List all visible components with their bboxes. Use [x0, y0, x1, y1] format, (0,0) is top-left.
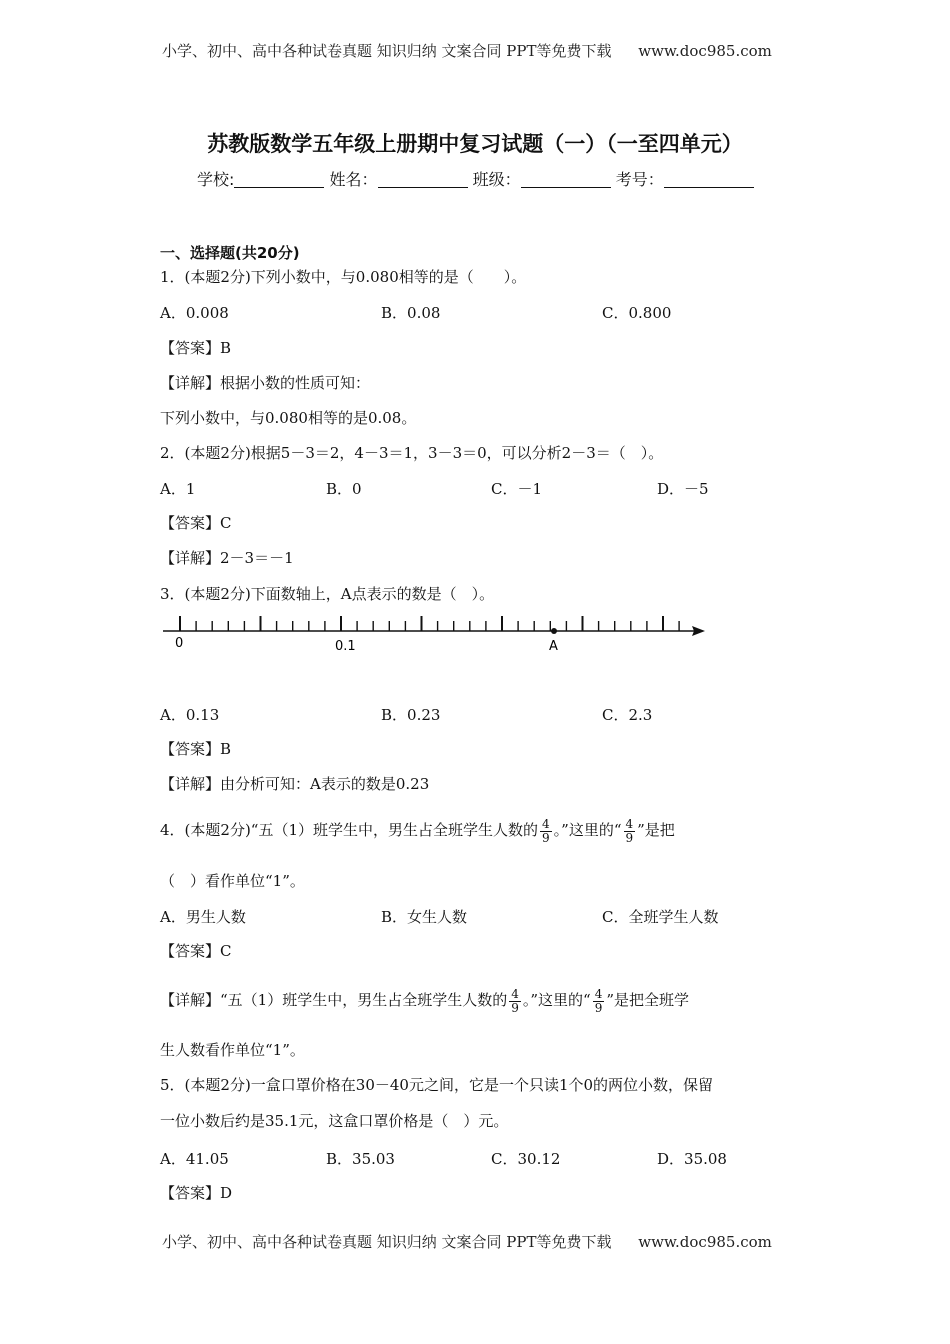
q2-option-b: B．0 [326, 480, 362, 498]
footer-text: 小学、初中、高中各种试卷真题 知识归纳 文案合同 PPT等免费下载 [162, 1233, 612, 1251]
axis-label-0: 0 [175, 636, 184, 651]
info-number-blank[interactable] [664, 173, 754, 188]
info-school-blank[interactable] [234, 173, 324, 188]
q1-detail: 【详解】根据小数的性质可知： [160, 374, 371, 392]
header-text: 小学、初中、高中各种试卷真题 知识归纳 文案合同 PPT等免费下载 [162, 42, 612, 60]
page-header [162, 40, 772, 61]
q4-stem [160, 810, 675, 850]
q4-stem-part2: 。”这里的“ [553, 821, 622, 839]
q2-detail: 【详解】2－3＝－1 [160, 549, 294, 567]
axis-label-a: A [549, 639, 558, 654]
q3-option-b: B．0.23 [381, 706, 441, 724]
exam-title: 苏教版数学五年级上册期中复习试题（一）（一至四单元） [207, 132, 743, 156]
q5-stem-line2: 一位小数后约是35.1元，这盒口罩价格是（ ）元。 [160, 1112, 509, 1130]
footer-url[interactable]: www.doc985.com [638, 1233, 772, 1251]
point-a-dot [551, 628, 557, 634]
q1-answer: 【答案】B [160, 339, 232, 357]
info-class-blank[interactable] [521, 173, 611, 188]
q5-option-a: A．41.05 [160, 1150, 229, 1168]
info-school-label: 学校: [197, 170, 235, 189]
q5-stem: 5．(本题2分)一盒口罩价格在30－40元之间，它是一个只读1个0的两位小数，保留 [160, 1076, 714, 1094]
q5-option-c: C．30.12 [491, 1150, 561, 1168]
q4-fraction [540, 818, 552, 845]
axis-label-0-1: 0.1 [335, 639, 356, 654]
q5-answer: 【答案】D [160, 1184, 233, 1202]
q2-option-c: C．－1 [491, 480, 543, 498]
q2-stem: 2．(本题2分)根据5－3＝2，4－3＝1，3－3＝0，可以分析2－3＝（ ）。 [160, 444, 664, 462]
q4-detail-line2: 生人数看作单位“1”。 [160, 1041, 305, 1059]
q1-option-c: C．0.800 [602, 304, 672, 322]
q4-option-b: B．女生人数 [381, 908, 468, 926]
q1-option-a: A．0.008 [160, 304, 229, 322]
q4-detail-part1: 【详解】“五（1）班学生中，男生占全班学生人数的 [160, 991, 508, 1009]
q5-option-d: D．35.08 [657, 1150, 727, 1168]
q4-detail-fraction-2 [593, 988, 605, 1015]
q4-fraction-2-denominator: 9 [625, 830, 634, 845]
q2-answer: 【答案】C [160, 514, 232, 532]
number-line-ticks [180, 616, 679, 631]
q1-detail-line2: 下列小数中，与0.080相等的是0.08。 [160, 409, 417, 427]
q4-detail-fraction [509, 988, 521, 1015]
q3-option-c: C．2.3 [602, 706, 653, 724]
q4-answer: 【答案】C [160, 942, 232, 960]
q4-detail-fraction-2-numerator: 4 [594, 986, 603, 1001]
q4-detail-fraction-numerator: 4 [511, 986, 519, 1001]
q4-fraction-denominator: 9 [542, 830, 550, 845]
q4-detail-part3: ”是把全班学 [606, 991, 690, 1009]
info-number-label: 考号： [615, 170, 664, 189]
q4-fraction-2 [624, 818, 636, 845]
q4-stem-line2: （ ）看作单位“1”。 [160, 872, 305, 890]
q4-detail [160, 980, 689, 1020]
section-title: 一、选择题(共20分) [160, 244, 300, 262]
info-class-label: 班级： [472, 170, 521, 189]
header-url[interactable]: www.doc985.com [638, 42, 772, 60]
page-footer [162, 1231, 772, 1252]
q4-detail-fraction-2-denominator: 9 [594, 1000, 603, 1015]
q4-option-c: C．全班学生人数 [602, 908, 719, 926]
q5-option-b: B．35.03 [326, 1150, 395, 1168]
q1-option-b: B．0.08 [381, 304, 441, 322]
q1-stem: 1．(本题2分)下列小数中，与0.080相等的是（ ）。 [160, 268, 527, 286]
q3-detail: 【详解】由分析可知：A表示的数是0.23 [160, 775, 430, 793]
number-line-figure [160, 610, 720, 660]
q4-option-a: A．男生人数 [160, 908, 246, 926]
q3-stem: 3．(本题2分)下面数轴上，A点表示的数是（ ）。 [160, 585, 495, 603]
q4-stem-part3: ”是把 [637, 821, 675, 839]
info-name-label: 姓名： [329, 170, 378, 189]
q4-fraction-numerator: 4 [542, 816, 550, 831]
q3-answer: 【答案】B [160, 740, 232, 758]
info-name-blank[interactable] [378, 173, 468, 188]
q4-detail-fraction-denominator: 9 [511, 1000, 519, 1015]
q2-option-d: D．－5 [657, 480, 709, 498]
q4-detail-part2: 。”这里的“ [522, 991, 591, 1009]
q3-option-a: A．0.13 [160, 706, 220, 724]
q2-option-a: A．1 [160, 480, 196, 498]
student-info-row [197, 167, 754, 190]
q4-fraction-2-numerator: 4 [625, 816, 634, 831]
q4-stem-part1: 4．(本题2分)“五（1）班学生中，男生占全班学生人数的 [160, 821, 539, 839]
